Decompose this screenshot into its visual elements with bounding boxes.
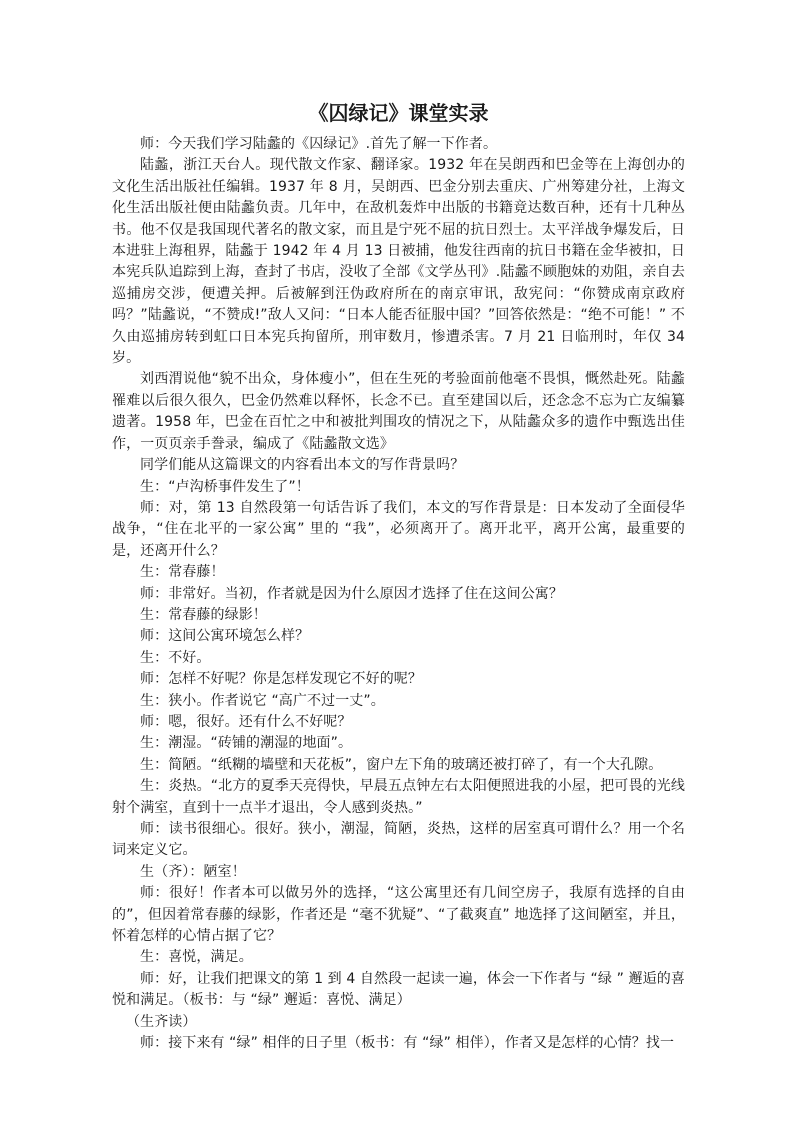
paragraph-17: 生：炎热。“北方的夏季天亮得快，早晨五点钟左右太阳便照进我的小屋，把可畏的光线射个满室，直到十一点半才退出，令人感到炎热。” — [112, 778, 685, 816]
paragraph-19: 生（齐）：陋室！ — [140, 863, 246, 880]
paragraph-1: 师：今天我们学习陆蠡的《囚绿记》.首先了解一下作者。 — [140, 136, 498, 152]
paragraph-24: 师：接下来有 “绿” 相伴的日子里（板书：有 “绿” 相伴），作者又是怎样的心情？找一 — [140, 1035, 675, 1052]
paragraph-21: 生：喜悦，满足。 — [140, 949, 253, 966]
paragraph-15: 生：潮湿。“砖铺的潮湿的地面”。 — [140, 735, 353, 752]
paragraph-12: 师：怎样不好呢？你是怎样发现它不好的呢？ — [140, 671, 422, 688]
paragraph-10: 师：这间公寓环境怎么样？ — [140, 628, 310, 645]
paragraph-5: 生：“卢沟桥事件发生了”！ — [140, 478, 310, 495]
paragraph-2: 陆蠡，浙江天台人。现代散文作家、翻译家。1932 年在吴朗西和巴金等在上海创办的文化生活出版社任编辑。1937 年 8 月，吴朗西、巴金分别去重庆、广州筹建分社，上海文化生活出版社便由陆蠡负责。几年中，在敌机轰炸中出版的书籍竟达数百种，还有十几种丛书。他不仅是我国现代著名的散文家，而且是宁死不屈的抗日烈士。太平洋战争爆发后，日本进驻上海租界，陆蠡于 1942 年 4 月 13 日被捕，他发往西南的抗日书籍在金华被扣，日本宪兵队追踪到上海，查封了书店，没收了全部《文学丛刊》.陆蠡不顾胞妹的劝阻，亲自去巡捕房交涉，便遭关押。后被解到汪伪政府所在的南京审讯，敌宪问：“你赞成南京政府吗？”陆蠡说，“不赞成!”敌人又问：“日本人能否征服中国？”回答依然是：“绝不可能！” 不久由巡捕房转到虹口日本宪兵拘留所，刑审数月，惨遭杀害。7 月 21 日临刑时，年仅 34 岁。 — [112, 157, 685, 367]
paragraph-20: 师：很好！作者本可以做另外的选择，“这公寓里还有几间空房子，我原有选择的自由的”，但因着常春藤的绿影，作者还是 “毫不犹疑”、“了截爽直” 地选择了这间陋室，并且，怀着怎样的心情占据了它？ — [112, 885, 685, 945]
paragraph-11: 生：不好。 — [140, 649, 211, 666]
paragraph-22: 师：好，让我们把课文的第 1 到 4 自然段一起读一遍，体会一下作者与 “绿 ” 邂逅的喜悦和满足。（板书：与 “绿” 邂逅：喜悦、满足） — [112, 970, 685, 1009]
paragraph-23: （生齐读） — [126, 1013, 197, 1030]
document-page — [112, 98, 685, 1054]
paragraph-16: 生：简陋。“纸糊的墙壁和天花板”，窗户左下角的玻璃还被打碎了，有一个大孔隙。 — [140, 756, 663, 773]
paragraph-8: 师：非常好。当初，作者就是因为什么原因才选择了住在这间公寓？ — [140, 585, 563, 602]
document-title: 《囚绿记》课堂实录 — [308, 101, 489, 125]
paragraph-4: 同学们能从这篇课文的内容看出本文的写作背景吗？ — [140, 457, 465, 474]
paragraph-13: 生：狭小。作者说它 “高广不过一丈”。 — [140, 692, 385, 709]
paragraph-9: 生：常春藤的绿影！ — [140, 606, 267, 623]
paragraph-14: 师：嗯，很好。还有什么不好呢？ — [140, 713, 352, 730]
paragraph-3: 刘西渭说他“貌不出众，身体瘦小”，但在生死的考验面前他毫不畏惧，慨然赴死。陆蠡罹难以后很久很久，巴金仍然难以释怀，长念不已。直至建国以后，还念念不忘为亡友编纂遗著。1958 年，巴金在百忙之中和被批判围攻的情况之下，从陆蠡众多的遗作中甄选出佳作，一页页亲手誊录，编成了《陆蠡散文选》 — [112, 371, 685, 452]
paragraph-7: 生：常春藤！ — [140, 564, 225, 581]
paragraph-6: 师：对，第 13 自然段第一句话告诉了我们，本文的写作背景是：日本发动了全面侵华战争，“住在北平的一家公寓” 里的 “我”，必须离开了。离开北平，离开公寓，最重要的是，还离开什么？ — [112, 499, 685, 559]
paragraph-18: 师：读书很细心。很好。狭小，潮湿，简陋，炎热，这样的居室真可谓什么？用一个名词来定义它。 — [112, 821, 685, 859]
